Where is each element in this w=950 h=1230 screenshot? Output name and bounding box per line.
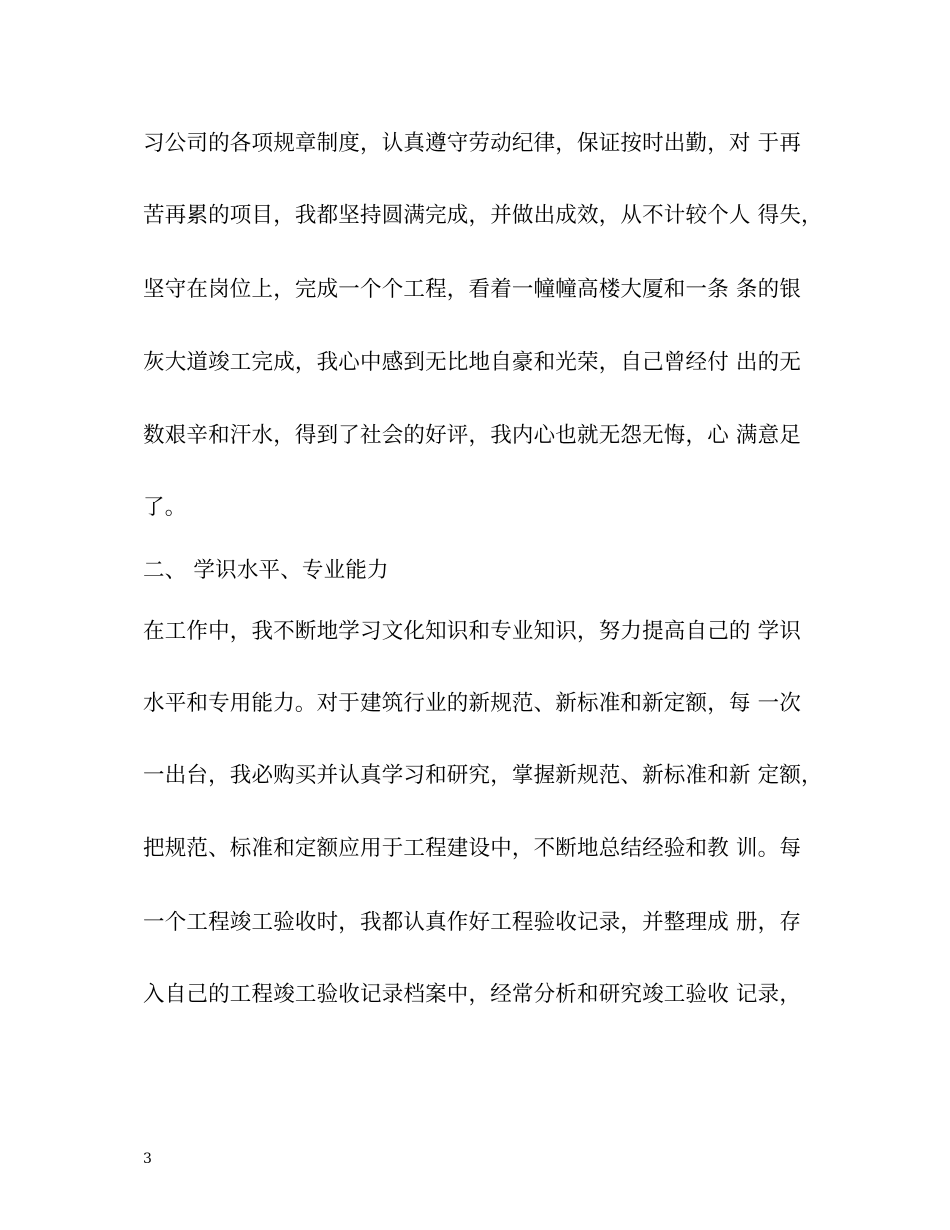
text-line-12: 入自己的工程竣工验收记录档案中，经常分析和研究竣工验收 记录， (143, 982, 802, 1007)
text-line-3: 坚守在岗位上，完成一个个工程，看着一幢幢高楼大厦和一条 条的银 (143, 277, 802, 302)
text-line-5: 数艰辛和汗水，得到了社会的好评，我内心也就无怨无悔，心 满意足 (143, 423, 802, 448)
text-line-9: 一出台，我必购买并认真学习和研究，掌握新规范、新标准和新 定额， (143, 763, 823, 788)
text-line-10: 把规范、标准和定额应用于工程建设中，不断地总结经验和教 训。每 (143, 836, 802, 861)
section-heading: 二、 学识水平、专业能力 (143, 558, 389, 583)
text-line-1: 习公司的各项规章制度，认真遵守劳动纪律，保证按时出勤，对 于再 (143, 131, 802, 156)
text-line-11: 一个工程竣工验收时，我都认真作好工程验收记录，并整理成 册，存 (143, 910, 802, 935)
text-line-7: 在工作中，我不断地学习文化知识和专业知识，努力提高自己的 学识 (143, 619, 802, 644)
page-number: 3 (143, 1151, 152, 1167)
text-line-4: 灰大道竣工完成，我心中感到无比地自豪和光荣，自己曾经付 出的无 (143, 350, 802, 375)
text-line-8: 水平和专用能力。对于建筑行业的新规范、新标准和新定额，每 一次 (143, 691, 802, 716)
text-line-2: 苦再累的项目，我都坚持圆满完成，并做出成效，从不计较个人 得失， (143, 203, 823, 228)
text-line-6: 了。 (143, 495, 187, 520)
